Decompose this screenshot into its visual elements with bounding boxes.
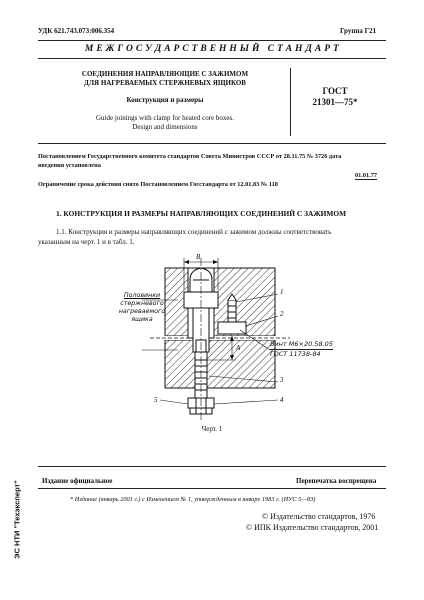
box-halves-label [112, 292, 172, 324]
side-watermark-label: ЭС НТИ "Техэксперт" [12, 480, 22, 559]
callout-2: 2 [280, 310, 284, 318]
footer-rule [38, 466, 386, 467]
callout-1: 1 [280, 288, 284, 296]
dimension-a-label: A [236, 344, 241, 352]
leader-5 [160, 400, 188, 404]
decree-line-1: Постановлением Государственного комитета стандартов Совета Министров СССР от 28.11.75 № 3726 дата [38, 153, 342, 160]
gost-label: ГОСТ [322, 86, 348, 96]
limit-removed-note: Ограничение срока действия снято Постановлением Госстандарта от 12.01.83 № 118 [38, 181, 278, 188]
copyright-1976: © Издательство стандартов, 1976 [262, 512, 376, 521]
official-edition: Издание официальное [42, 477, 113, 485]
figure-caption: Черт. 1 [201, 425, 223, 433]
copyright-2001: © ИПК Издательство стандартов, 2001 [246, 523, 379, 532]
section-heading: 1. КОНСТРУКЦИЯ И РАЗМЕРЫ НАПРАВЛЯЮЩИХ СОЕДИНЕНИЙ С ЗАЖИМОМ [56, 209, 347, 218]
decree-line-2: введения установлена [38, 162, 101, 169]
group-code: Группа Г21 [340, 27, 377, 35]
footer-rule-2 [38, 488, 386, 489]
paragraph-line-2: указанным на черт. 1 и в табл. 1. [38, 238, 135, 246]
title-en-line-1: Guide joinings with clamp for heated core boxes. [95, 114, 235, 122]
paragraph-line-1: 1.1. Конструкция и размеры направляющих соединений с зажимом должны соответствовать [56, 228, 332, 236]
title-ru-line-1: СОЕДИНЕНИЯ НАПРАВЛЯЮЩИЕ С ЗАЖИМОМ [81, 70, 249, 78]
introduction-date: 01.01.77 [355, 172, 378, 179]
box-label-line-4: ящика [131, 316, 153, 323]
dimension-b-label: B [196, 253, 201, 261]
callout-4: 4 [280, 396, 284, 404]
screw-spec [270, 340, 333, 359]
screw-spec-line-2: ГОСТ 11738-84 [270, 350, 321, 358]
callout-3: 3 [280, 376, 284, 384]
title-ru-line-2: ДЛЯ НАГРЕВАЕМЫХ СТЕРЖНЕВЫХ ЯЩИКОВ [84, 79, 246, 87]
standard-banner: М Е Ж Г О С У Д А Р С Т В Е Н Н Ы Й С Т А Н Д А Р Т [84, 44, 340, 54]
title-en-line-2: Design and dimensions [132, 123, 198, 131]
edition-note: * Издание (январь 2001 г.) с Изменением № 1, утвержденным в январе 1983 г. (ИУС 5—83) [70, 496, 316, 503]
leader-4 [214, 400, 278, 404]
callout-5: 5 [154, 396, 158, 404]
box-label-line-1: Половинки [123, 292, 161, 299]
title-ru-subtitle: Конструкция и размеры [126, 96, 204, 104]
gost-number: 21301—75* [312, 97, 358, 107]
lower-box-half [165, 340, 275, 388]
udk-code: УДК 621.743.073:006.354 [38, 27, 115, 35]
box-label-line-2: стержневого [120, 300, 164, 307]
screw-spec-line-1: Винт М6×20.58.05 [270, 340, 333, 348]
box-label-line-3: нагреваемого [118, 308, 166, 315]
reprint-prohibited: Перепечатка воспрещена [296, 477, 377, 485]
clamp-bracket [218, 322, 246, 334]
